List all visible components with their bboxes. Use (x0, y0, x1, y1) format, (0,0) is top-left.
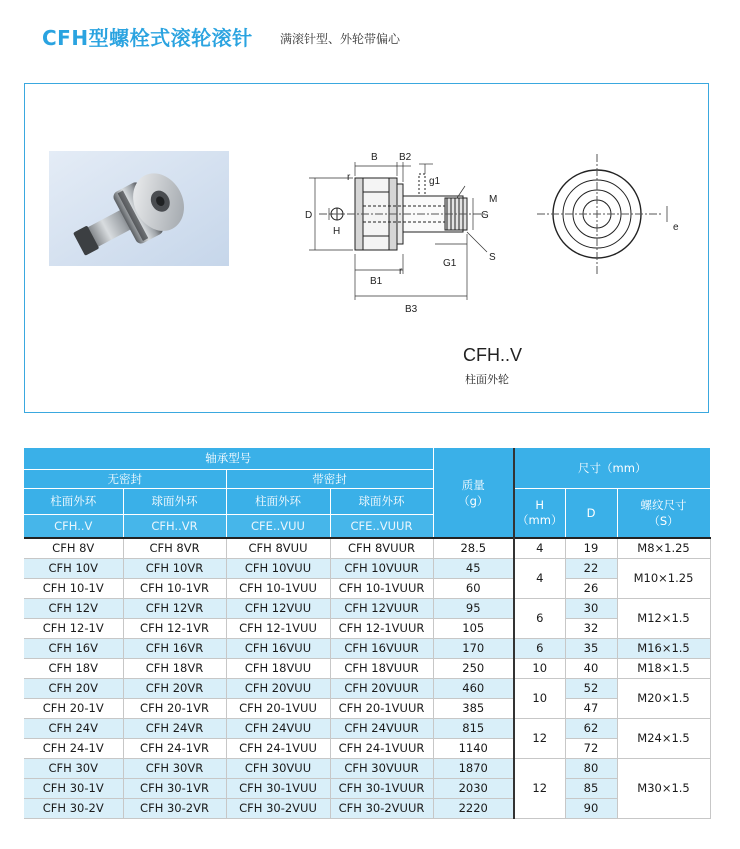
cell-mass: 1870 (433, 758, 514, 778)
header-thread (617, 488, 710, 538)
cell-mass: 2220 (433, 798, 514, 818)
cell-mass: 385 (433, 698, 514, 718)
cell-sph-sealed: CFH 24-1VUUR (330, 738, 433, 758)
header-sealed: 带密封 (226, 469, 433, 488)
table-row (24, 718, 710, 738)
cell-H: 12 (514, 718, 565, 758)
cell-D: 19 (565, 538, 617, 558)
figure-panel (24, 83, 709, 413)
cell-mass: 2030 (433, 778, 514, 798)
header-thread-unit: （S） (648, 513, 679, 528)
cell-thread: M30×1.5 (617, 758, 710, 818)
dim-label-D: D (305, 210, 313, 221)
cell-mass: 170 (433, 638, 514, 658)
cell-H: 10 (514, 658, 565, 678)
table-row (24, 758, 710, 778)
cell-cyl-unsealed: CFH 10V (24, 558, 123, 578)
cell-cyl-sealed: CFH 16VUU (226, 638, 330, 658)
header-dims: 尺寸（mm） (514, 448, 710, 488)
cell-thread: M8×1.25 (617, 538, 710, 558)
table-row (24, 638, 710, 658)
dim-label-e: e (673, 222, 679, 233)
cell-cyl-unsealed: CFH 12-1V (24, 618, 123, 638)
cell-sph-sealed: CFH 24VUUR (330, 718, 433, 738)
cell-sph-sealed: CFH 16VUUR (330, 638, 433, 658)
cell-cyl-unsealed: CFH 30V (24, 758, 123, 778)
dim-label-G: G (481, 210, 489, 221)
header-thread-label: 螺纹尺寸 (640, 497, 687, 512)
cell-sph-unsealed: CFH 30VR (123, 758, 226, 778)
cell-cyl-sealed: CFH 30VUU (226, 758, 330, 778)
cell-sph-unsealed: CFH 16VR (123, 638, 226, 658)
cell-sph-sealed: CFH 12VUUR (330, 598, 433, 618)
cell-sph-unsealed: CFH 8VR (123, 538, 226, 558)
table-row (24, 698, 710, 718)
technical-drawing (275, 114, 685, 324)
cell-D: 40 (565, 658, 617, 678)
cell-sph-unsealed: CFH 10-1VR (123, 578, 226, 598)
cell-cyl-unsealed: CFH 8V (24, 538, 123, 558)
dim-label-B2: B2 (399, 152, 412, 163)
cell-D: 85 (565, 778, 617, 798)
header-sph-outer-2: 球面外环 (330, 488, 433, 514)
cell-D: 22 (565, 558, 617, 578)
cell-cyl-unsealed: CFH 12V (24, 598, 123, 618)
cell-cyl-unsealed: CFH 30-2V (24, 798, 123, 818)
cell-H: 6 (514, 598, 565, 638)
table-row (24, 798, 710, 818)
table-row (24, 558, 710, 578)
header-cyl-outer-1: 柱面外环 (24, 488, 123, 514)
cell-cyl-unsealed: CFH 16V (24, 638, 123, 658)
cell-D: 52 (565, 678, 617, 698)
cell-cyl-sealed: CFH 12VUU (226, 598, 330, 618)
cell-cyl-sealed: CFH 10VUU (226, 558, 330, 578)
cell-mass: 95 (433, 598, 514, 618)
spec-table (24, 448, 711, 819)
cell-sph-unsealed: CFH 20-1VR (123, 698, 226, 718)
model-description: 柱面外轮 (465, 373, 509, 386)
header-bearing-type: 轴承型号 (24, 448, 433, 469)
cell-D: 72 (565, 738, 617, 758)
table-row (24, 678, 710, 698)
cell-sph-unsealed: CFH 24VR (123, 718, 226, 738)
cell-thread: M10×1.25 (617, 558, 710, 598)
dim-label-B3: B3 (405, 304, 418, 315)
header-unsealed: 无密封 (24, 469, 226, 488)
cell-sph-sealed: CFH 30VUUR (330, 758, 433, 778)
cell-H: 12 (514, 758, 565, 818)
header-sph-outer-1: 球面外环 (123, 488, 226, 514)
table-row (24, 778, 710, 798)
dim-label-B1: B1 (370, 276, 383, 287)
cell-cyl-sealed: CFH 8VUU (226, 538, 330, 558)
cell-thread: M12×1.5 (617, 598, 710, 638)
product-photo (49, 151, 229, 266)
header-H-label: H (535, 497, 545, 512)
page-subtitle: 满滚针型、外轮带偏心 (280, 32, 401, 46)
cell-cyl-sealed: CFH 24VUU (226, 718, 330, 738)
cell-cyl-sealed: CFH 24-1VUU (226, 738, 330, 758)
cell-cyl-sealed: CFH 10-1VUU (226, 578, 330, 598)
cell-D: 32 (565, 618, 617, 638)
dim-label-r-bottom: r (399, 266, 403, 277)
header-mass-unit: （g） (458, 493, 489, 508)
dim-label-r-top: r (347, 172, 351, 183)
cell-D: 30 (565, 598, 617, 618)
table-row (24, 618, 710, 638)
cell-sph-sealed: CFH 20-1VUUR (330, 698, 433, 718)
dim-label-H: H (333, 226, 341, 237)
cell-cyl-unsealed: CFH 24-1V (24, 738, 123, 758)
cell-thread: M16×1.5 (617, 638, 710, 658)
model-name: CFH..V (463, 345, 523, 365)
cell-H: 10 (514, 678, 565, 718)
cell-cyl-sealed: CFH 30-2VUU (226, 798, 330, 818)
table-row (24, 538, 710, 558)
dim-label-G1: G1 (443, 258, 457, 269)
header-series-2: CFH..VR (123, 514, 226, 538)
dim-label-B: B (371, 152, 378, 163)
cell-cyl-unsealed: CFH 18V (24, 658, 123, 678)
cell-H: 4 (514, 538, 565, 558)
header-cyl-outer-2: 柱面外环 (226, 488, 330, 514)
header-mass-label: 质量 (461, 477, 485, 492)
cell-mass: 815 (433, 718, 514, 738)
header-series-3: CFE..VUU (226, 514, 330, 538)
cell-cyl-sealed: CFH 12-1VUU (226, 618, 330, 638)
cell-sph-sealed: CFH 30-2VUUR (330, 798, 433, 818)
header-mass (433, 448, 514, 538)
header-series-4: CFE..VUUR (330, 514, 433, 538)
cell-cyl-sealed: CFH 20-1VUU (226, 698, 330, 718)
page-title: CFH型螺栓式滚轮滚针 (42, 26, 253, 50)
cell-mass: 60 (433, 578, 514, 598)
cell-D: 35 (565, 638, 617, 658)
header-series-1: CFH..V (24, 514, 123, 538)
table-row (24, 738, 710, 758)
cell-sph-unsealed: CFH 24-1VR (123, 738, 226, 758)
cell-thread: M18×1.5 (617, 658, 710, 678)
cell-D: 62 (565, 718, 617, 738)
cell-cyl-sealed: CFH 18VUU (226, 658, 330, 678)
cell-sph-sealed: CFH 10VUUR (330, 558, 433, 578)
dim-label-M: M (489, 194, 498, 205)
cell-H: 6 (514, 638, 565, 658)
cell-sph-sealed: CFH 12-1VUUR (330, 618, 433, 638)
cell-sph-sealed: CFH 10-1VUUR (330, 578, 433, 598)
cell-D: 90 (565, 798, 617, 818)
cell-sph-unsealed: CFH 12VR (123, 598, 226, 618)
table-row (24, 598, 710, 618)
cell-cyl-sealed: CFH 30-1VUU (226, 778, 330, 798)
cell-cyl-unsealed: CFH 20V (24, 678, 123, 698)
cell-cyl-unsealed: CFH 24V (24, 718, 123, 738)
cell-thread: M20×1.5 (617, 678, 710, 718)
table-row (24, 658, 710, 678)
cell-sph-unsealed: CFH 30-1VR (123, 778, 226, 798)
cell-sph-unsealed: CFH 10VR (123, 558, 226, 578)
cell-mass: 460 (433, 678, 514, 698)
cell-mass: 1140 (433, 738, 514, 758)
header-H-unit: （mm） (517, 512, 563, 527)
cell-D: 26 (565, 578, 617, 598)
cell-cyl-unsealed: CFH 10-1V (24, 578, 123, 598)
cell-D: 47 (565, 698, 617, 718)
cell-sph-unsealed: CFH 20VR (123, 678, 226, 698)
dim-label-S: S (489, 252, 496, 263)
cell-sph-sealed: CFH 8VUUR (330, 538, 433, 558)
cell-cyl-unsealed: CFH 20-1V (24, 698, 123, 718)
dim-label-g1: g1 (429, 176, 441, 187)
cell-sph-unsealed: CFH 18VR (123, 658, 226, 678)
cell-cyl-unsealed: CFH 30-1V (24, 778, 123, 798)
cell-sph-sealed: CFH 18VUUR (330, 658, 433, 678)
cell-sph-unsealed: CFH 30-2VR (123, 798, 226, 818)
cell-sph-sealed: CFH 30-1VUUR (330, 778, 433, 798)
header-D: D (565, 488, 617, 538)
header-H (514, 488, 565, 538)
cell-H: 4 (514, 558, 565, 598)
cell-mass: 28.5 (433, 538, 514, 558)
cell-sph-unsealed: CFH 12-1VR (123, 618, 226, 638)
cell-mass: 105 (433, 618, 514, 638)
cell-thread: M24×1.5 (617, 718, 710, 758)
table-row (24, 578, 710, 598)
cell-mass: 250 (433, 658, 514, 678)
cell-sph-sealed: CFH 20VUUR (330, 678, 433, 698)
cell-D: 80 (565, 758, 617, 778)
cell-mass: 45 (433, 558, 514, 578)
cell-cyl-sealed: CFH 20VUU (226, 678, 330, 698)
